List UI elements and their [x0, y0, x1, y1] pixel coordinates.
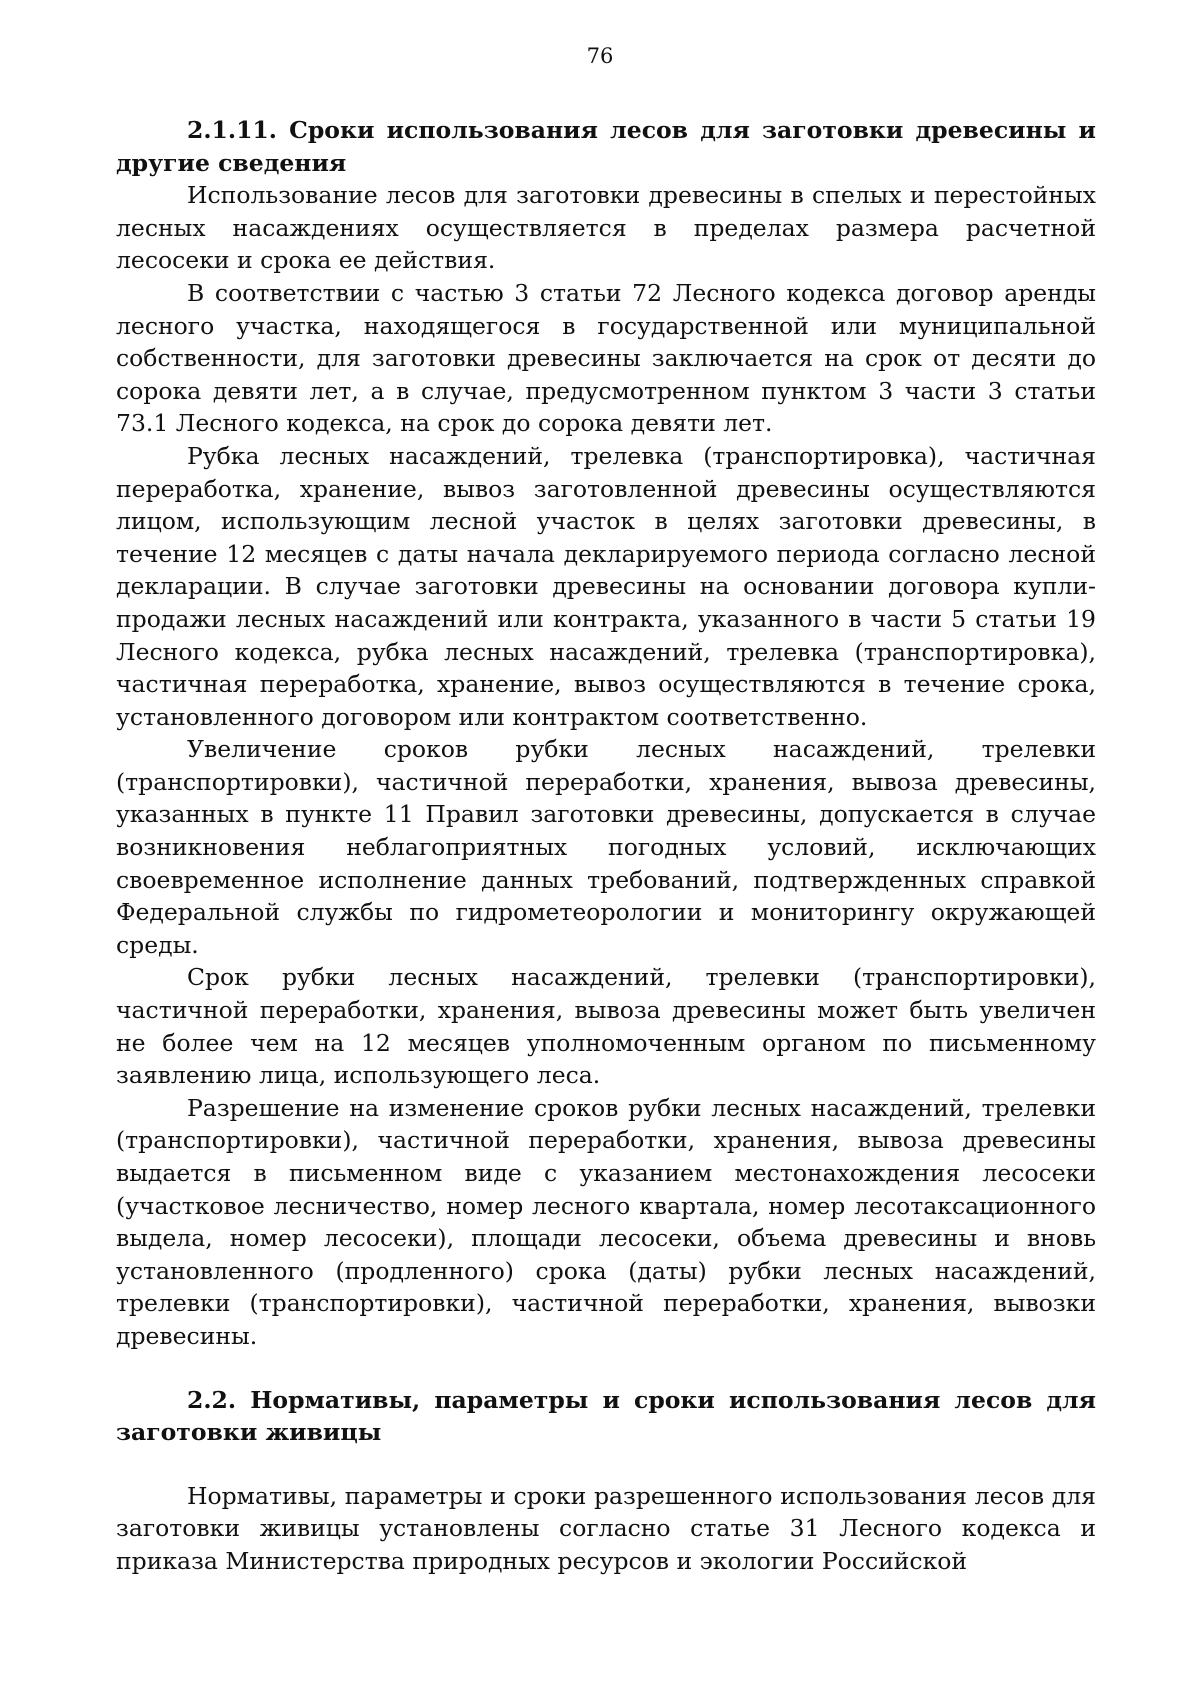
- page-number: 76: [586, 44, 614, 68]
- paragraph: Срок рубки лесных насаждений, трелевки (транспортировки), частичной переработки, хранения, вывоза древесины может быть увеличен не более чем на 12 месяцев уполномоченным органом по письменному заявлению лица, использующего леса.: [116, 963, 1096, 1090]
- page-content: [116, 114, 1096, 1578]
- section-heading-2-2: 2.2. Нормативы, параметры и сроки использования лесов для заготовки живицы: [116, 1385, 1096, 1447]
- paragraph: Рубка лесных насаждений, трелевка (транспортировка), частичная переработка, хранение, вывоз заготовленной древесины осуществляются лицом, использующим лесной участок в целях заготовки древесины, в течение 12 месяцев с даты начала декларируемого периода согласно лесной декларации. В случае заготовки древесины на основании договора купли-продажи лесных насаждений или контракта, указанного в части 5 статьи 19 Лесного кодекса, рубка лесных насаждений, трелевка (транспортировка), частичная переработка, хранение, вывоз осуществляются в течение срока, установленного договором или контрактом соответственно.: [116, 441, 1096, 731]
- paragraph: В соответствии с частью 3 статьи 72 Лесного кодекса договор аренды лесного участка, находящегося в государственной или муниципальной собственности, для заготовки древесины заключается на срок от десяти до сорока девяти лет, а в случае, предусмотренном пунктом 3 части 3 статьи 73.1 Лесного кодекса, на срок до сорока девяти лет.: [116, 278, 1096, 438]
- section-heading-2-1-11: 2.1.11. Сроки использования лесов для заготовки древесины и другие сведения: [116, 116, 1096, 177]
- paragraph: Нормативы, параметры и сроки разрешенного использования лесов для заготовки живицы установлены согласно статье 31 Лесного кодекса и приказа Министерства природных ресурсов и экологии Российской: [116, 1481, 1096, 1575]
- paragraph: Использование лесов для заготовки древесины в спелых и перестойных лесных насаждениях осуществляется в пределах размера расчетной лесосеки и срока ее действия.: [116, 181, 1096, 275]
- paragraph: Увеличение сроков рубки лесных насаждений, трелевки (транспортировки), частичной переработки, хранения, вывоза древесины, указанных в пункте 11 Правил заготовки древесины, допускается в случае возникновения неблагоприятных погодных условий, исключающих своевременное исполнение данных требований, подтвержденных справкой Федеральной службы по гидрометеорологии и мониторингу окружающей среды.: [116, 735, 1096, 959]
- paragraph: Разрешение на изменение сроков рубки лесных насаждений, трелевки (транспортировки), частичной переработки, хранения, вывоза древесины выдается в письменном виде с указанием местонахождения лесосеки (участковое лесничество, номер лесного квартала, номер лесотаксационного выдела, номер лесосеки), площади лесосеки, объема древесины и вновь установленного (продленного) срока (даты) рубки лесных насаждений, трелевки (транспортировки), частичной переработки, хранения, вывозки древесины.: [116, 1093, 1096, 1350]
